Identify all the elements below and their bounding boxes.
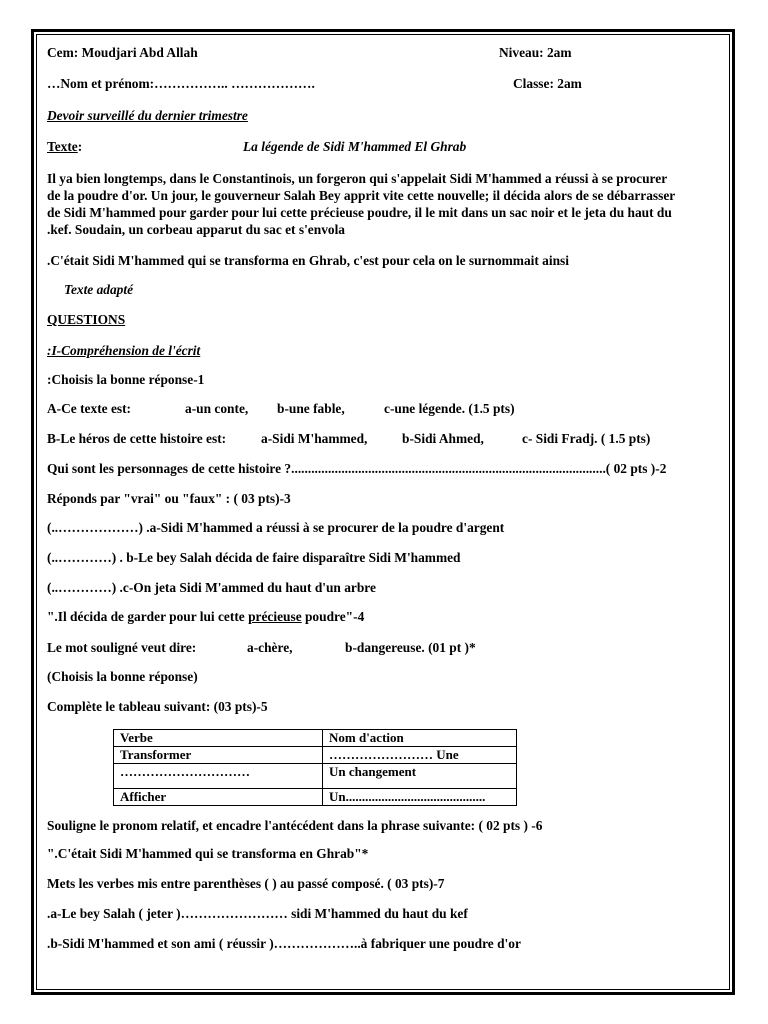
text-label: Texte bbox=[47, 139, 78, 154]
question-1b-option-b: b-Sidi Ahmed, bbox=[402, 431, 484, 446]
table-cell: Un changement bbox=[323, 764, 517, 789]
question-7b: .b-Sidi M'hammed et son ami ( réussir )………………..à fabriquer une poudre d'or bbox=[47, 936, 521, 951]
level-label: Niveau: 2am bbox=[499, 45, 572, 60]
table-cell: …………………… Une bbox=[323, 747, 517, 764]
table-cell: ………………………… bbox=[114, 764, 323, 789]
question-4 bbox=[47, 609, 364, 625]
question-7a: .a-Le bey Salah ( jeter )…………………… sidi M'hammed du haut du kef bbox=[47, 906, 468, 921]
questions-heading: QUESTIONS bbox=[47, 312, 126, 327]
text-source: Texte adapté bbox=[64, 282, 134, 297]
question-4-post: poudre"-4 bbox=[301, 609, 365, 624]
text-label-line bbox=[47, 139, 82, 155]
question-1b-option-c: c- Sidi Fradj. ( 1.5 pts) bbox=[522, 431, 651, 446]
question-6-sentence: ".C'était Sidi M'hammed qui se transforma en Ghrab"* bbox=[47, 846, 369, 861]
paragraph1-line2: de la poudre d'or. Un jour, le gouverneur Salah Bey apprit vite cette nouvelle; il décida alors de se débarrasser bbox=[47, 188, 676, 203]
question-5: Complète le tableau suivant: (03 pts)-5 bbox=[47, 699, 268, 714]
question-2: Qui sont les personnages de cette histoire ?..............................................................................................( 02 pts )-2 bbox=[47, 461, 667, 476]
question-4c: (Choisis la bonne réponse) bbox=[47, 669, 198, 684]
table-row bbox=[114, 747, 517, 764]
question-1b-option-a: a-Sidi M'hammed, bbox=[261, 431, 368, 446]
table-header-nom: Nom d'action bbox=[323, 730, 517, 747]
question-3c: (..…………) .c-On jeta Sidi M'ammed du haut d'un arbre bbox=[47, 580, 376, 595]
question-4b-option-a: a-chère, bbox=[247, 640, 293, 655]
question-1: :Choisis la bonne réponse-1 bbox=[47, 372, 205, 387]
question-4b-stem: Le mot souligné veut dire: bbox=[47, 640, 197, 655]
question-4b-option-b: b-dangereuse. (01 pt )* bbox=[345, 640, 476, 655]
table-row bbox=[114, 764, 517, 789]
underlined-word: précieuse bbox=[248, 609, 302, 624]
text-title: La légende de Sidi M'hammed El Ghrab bbox=[243, 139, 467, 154]
school-name: Cem: Moudjari Abd Allah bbox=[47, 45, 198, 60]
table-cell: Transformer bbox=[114, 747, 323, 764]
paragraph1-line3: de Sidi M'hammed pour garder pour lui cette précieuse poudre, il le mit dans un sac noir et le jeta du haut du bbox=[47, 205, 672, 220]
question-6: Souligne le pronom relatif, et encadre l'antécédent dans la phrase suivante: ( 02 pts ) -6 bbox=[47, 818, 543, 833]
question-1a-option-b: b-une fable, bbox=[277, 401, 345, 416]
table-row bbox=[114, 789, 517, 806]
question-3a: (..………………) .a-Sidi M'hammed a réussi à se procurer de la poudre d'argent bbox=[47, 520, 505, 535]
exam-title: Devoir surveillé du dernier trimestre bbox=[47, 108, 248, 123]
question-1a-stem: A-Ce texte est: bbox=[47, 401, 132, 416]
table-cell: Un........................................... bbox=[323, 789, 517, 806]
question-1a-option-a: a-un conte, bbox=[185, 401, 249, 416]
student-name-field: …Nom et prénom:…………….. ………………. bbox=[47, 76, 315, 91]
question-1b-stem: B-Le héros de cette histoire est: bbox=[47, 431, 227, 446]
table-cell: Afficher bbox=[114, 789, 323, 806]
question-1a-option-c: c-une légende. (1.5 pts) bbox=[384, 401, 515, 416]
text-label-colon: : bbox=[77, 139, 83, 154]
question-4-pre: ".Il décida de garder pour lui cette bbox=[47, 609, 249, 624]
table-header-verbe: Verbe bbox=[114, 730, 323, 747]
paragraph2: .C'était Sidi M'hammed qui se transforma en Ghrab, c'est pour cela on le surnommait ainsi bbox=[47, 253, 569, 268]
question-3: Réponds par "vrai" ou "faux" : ( 03 pts)-3 bbox=[47, 491, 291, 506]
paragraph1-line4: .kef. Soudain, un corbeau apparut du sac et s'envola bbox=[47, 222, 345, 237]
question-7: Mets les verbes mis entre parenthèses ( ) au passé composé. ( 03 pts)-7 bbox=[47, 876, 445, 891]
section-comprehension: :I-Compréhension de l'écrit bbox=[47, 343, 201, 358]
class-label: Classe: 2am bbox=[513, 76, 582, 91]
question-3b: (..…………) . b-Le bey Salah décida de faire disparaître Sidi M'hammed bbox=[47, 550, 461, 565]
table-header-row bbox=[114, 730, 517, 747]
paragraph1-line1: Il ya bien longtemps, dans le Constantinois, un forgeron qui s'appelait Sidi M'hammed a réussi à se procurer bbox=[47, 171, 668, 186]
verb-table bbox=[113, 729, 517, 806]
